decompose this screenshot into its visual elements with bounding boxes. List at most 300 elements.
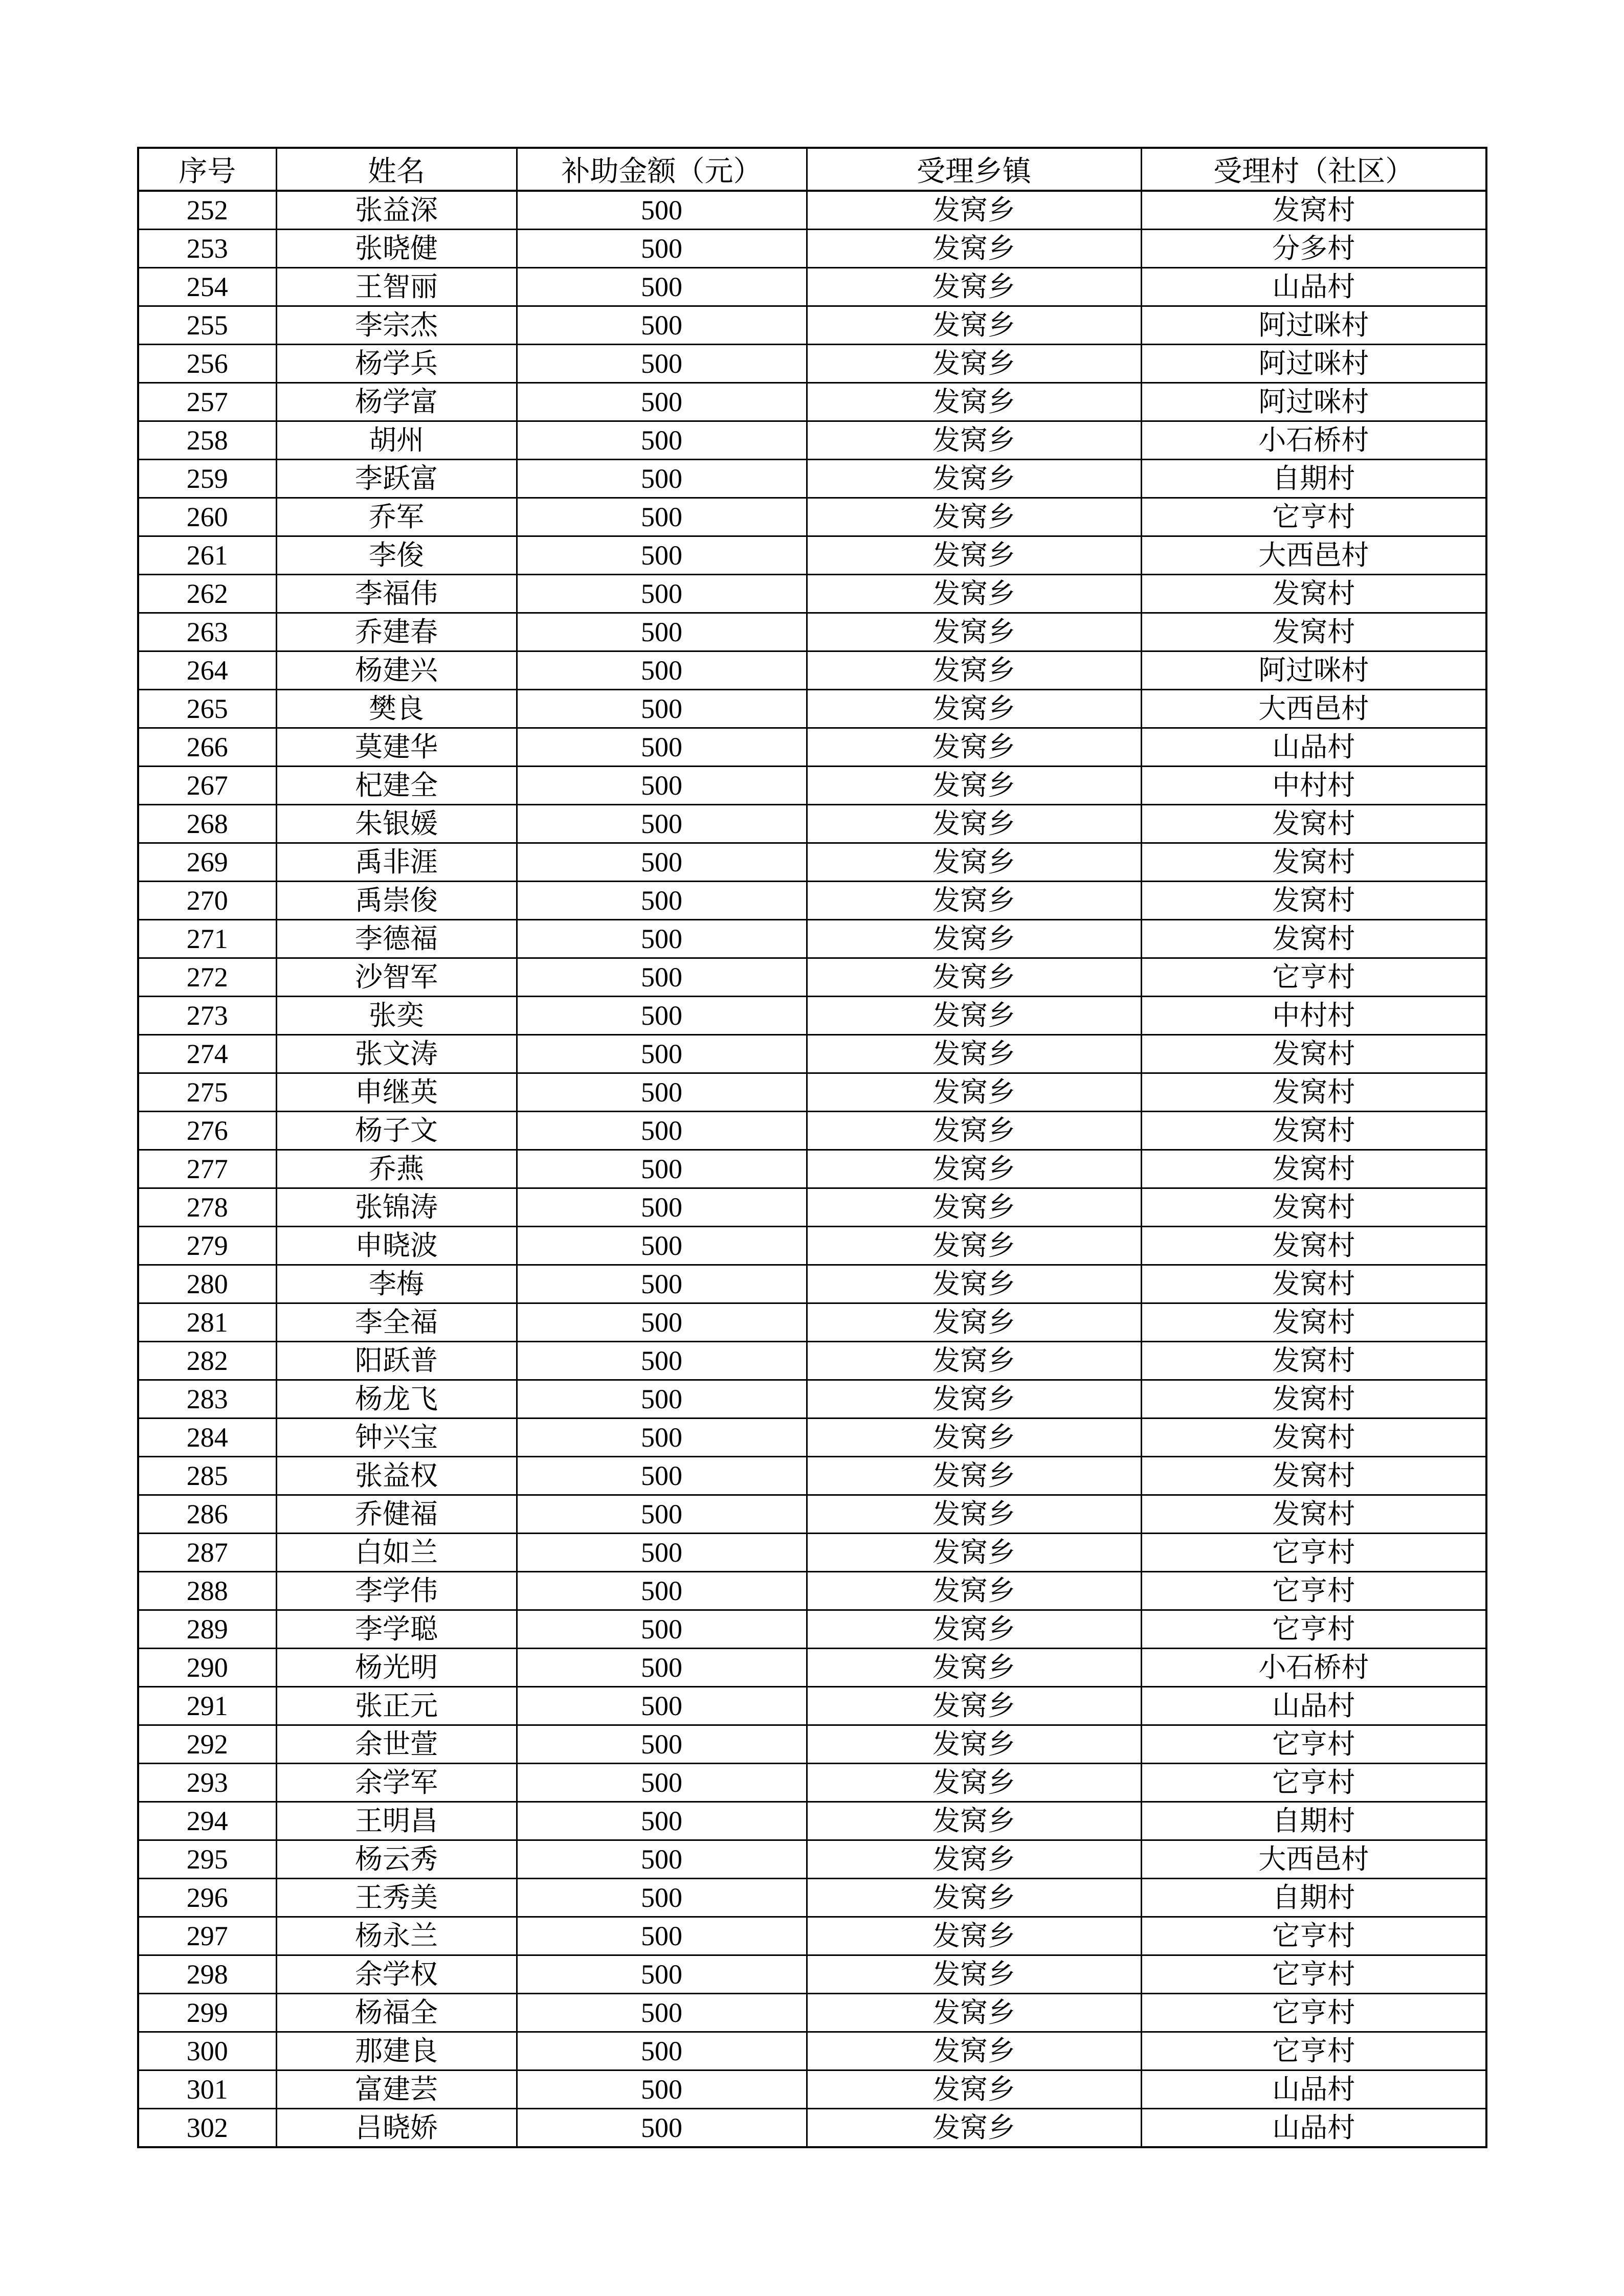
- table-row: [138, 1879, 1486, 1917]
- cell-amount: 500: [517, 345, 807, 383]
- table-row: [138, 1840, 1486, 1879]
- cell-seq: 256: [138, 345, 276, 383]
- table-row: [138, 1035, 1486, 1073]
- cell-town: 发窝乡: [807, 575, 1141, 613]
- cell-town: 发窝乡: [807, 1303, 1141, 1342]
- cell-town: 发窝乡: [807, 1419, 1141, 1457]
- cell-name: 钟兴宝: [276, 1419, 517, 1457]
- cell-village: 阿过咪村: [1141, 651, 1486, 690]
- table-row: [138, 191, 1486, 230]
- table-row: [138, 997, 1486, 1035]
- cell-amount: 500: [517, 1802, 807, 1840]
- cell-village: 发窝村: [1141, 805, 1486, 843]
- cell-town: 发窝乡: [807, 421, 1141, 460]
- table-row: [138, 1112, 1486, 1150]
- cell-name: 乔健福: [276, 1495, 517, 1534]
- cell-seq: 267: [138, 767, 276, 805]
- cell-seq: 264: [138, 651, 276, 690]
- cell-amount: 500: [517, 268, 807, 306]
- cell-town: 发窝乡: [807, 613, 1141, 651]
- cell-name: 李俊: [276, 536, 517, 575]
- table-row: [138, 1457, 1486, 1495]
- cell-amount: 500: [517, 191, 807, 230]
- cell-village: 它亨村: [1141, 498, 1486, 536]
- cell-seq: 268: [138, 805, 276, 843]
- cell-town: 发窝乡: [807, 728, 1141, 767]
- cell-village: 小石桥村: [1141, 421, 1486, 460]
- cell-town: 发窝乡: [807, 1572, 1141, 1610]
- cell-name: 乔军: [276, 498, 517, 536]
- cell-town: 发窝乡: [807, 306, 1141, 345]
- cell-village: 发窝村: [1141, 1342, 1486, 1380]
- cell-amount: 500: [517, 882, 807, 920]
- cell-town: 发窝乡: [807, 1188, 1141, 1227]
- cell-name: 吕晓娇: [276, 2109, 517, 2148]
- cell-seq: 281: [138, 1303, 276, 1342]
- header-village: 受理村（社区）: [1141, 148, 1486, 191]
- cell-village: 山品村: [1141, 268, 1486, 306]
- cell-amount: 500: [517, 1457, 807, 1495]
- cell-seq: 252: [138, 191, 276, 230]
- cell-name: 张奕: [276, 997, 517, 1035]
- table-row: [138, 1687, 1486, 1725]
- cell-village: 山品村: [1141, 2070, 1486, 2109]
- cell-amount: 500: [517, 1150, 807, 1188]
- cell-seq: 287: [138, 1534, 276, 1572]
- cell-town: 发窝乡: [807, 1150, 1141, 1188]
- cell-amount: 500: [517, 2109, 807, 2148]
- cell-name: 李德福: [276, 920, 517, 958]
- cell-name: 禹崇俊: [276, 882, 517, 920]
- cell-seq: 262: [138, 575, 276, 613]
- table-row: [138, 230, 1486, 268]
- cell-seq: 257: [138, 383, 276, 421]
- table-row: [138, 843, 1486, 882]
- cell-town: 发窝乡: [807, 345, 1141, 383]
- cell-seq: 278: [138, 1188, 276, 1227]
- cell-village: 自期村: [1141, 460, 1486, 498]
- cell-amount: 500: [517, 651, 807, 690]
- cell-seq: 254: [138, 268, 276, 306]
- cell-amount: 500: [517, 1035, 807, 1073]
- cell-town: 发窝乡: [807, 2032, 1141, 2070]
- cell-amount: 500: [517, 306, 807, 345]
- table-row: [138, 498, 1486, 536]
- cell-town: 发窝乡: [807, 1955, 1141, 1994]
- cell-town: 发窝乡: [807, 690, 1141, 728]
- table-row: [138, 1227, 1486, 1265]
- cell-name: 杨建兴: [276, 651, 517, 690]
- cell-town: 发窝乡: [807, 2109, 1141, 2148]
- cell-town: 发窝乡: [807, 383, 1141, 421]
- cell-village: 它亨村: [1141, 1572, 1486, 1610]
- cell-town: 发窝乡: [807, 767, 1141, 805]
- cell-seq: 271: [138, 920, 276, 958]
- table-row: [138, 1572, 1486, 1610]
- cell-name: 李学聪: [276, 1610, 517, 1649]
- cell-village: 它亨村: [1141, 1764, 1486, 1802]
- table-row: [138, 2070, 1486, 2109]
- cell-amount: 500: [517, 575, 807, 613]
- cell-town: 发窝乡: [807, 651, 1141, 690]
- cell-amount: 500: [517, 1764, 807, 1802]
- cell-amount: 500: [517, 1917, 807, 1955]
- cell-amount: 500: [517, 1419, 807, 1457]
- cell-seq: 279: [138, 1227, 276, 1265]
- cell-village: 它亨村: [1141, 1725, 1486, 1764]
- cell-seq: 288: [138, 1572, 276, 1610]
- cell-village: 山品村: [1141, 1687, 1486, 1725]
- cell-amount: 500: [517, 1994, 807, 2032]
- cell-name: 乔燕: [276, 1150, 517, 1188]
- cell-seq: 263: [138, 613, 276, 651]
- cell-seq: 289: [138, 1610, 276, 1649]
- cell-village: 发窝村: [1141, 843, 1486, 882]
- table-row: [138, 536, 1486, 575]
- cell-seq: 276: [138, 1112, 276, 1150]
- cell-amount: 500: [517, 1649, 807, 1687]
- cell-seq: 273: [138, 997, 276, 1035]
- cell-seq: 297: [138, 1917, 276, 1955]
- header-row: [138, 148, 1486, 191]
- header-town: 受理乡镇: [807, 148, 1141, 191]
- cell-amount: 500: [517, 2070, 807, 2109]
- cell-seq: 285: [138, 1457, 276, 1495]
- cell-town: 发窝乡: [807, 268, 1141, 306]
- cell-town: 发窝乡: [807, 1649, 1141, 1687]
- cell-name: 杞建全: [276, 767, 517, 805]
- cell-amount: 500: [517, 1840, 807, 1879]
- cell-seq: 302: [138, 2109, 276, 2148]
- cell-town: 发窝乡: [807, 2070, 1141, 2109]
- cell-name: 余学权: [276, 1955, 517, 1994]
- cell-name: 乔建春: [276, 613, 517, 651]
- cell-name: 樊良: [276, 690, 517, 728]
- cell-town: 发窝乡: [807, 1764, 1141, 1802]
- cell-name: 杨永兰: [276, 1917, 517, 1955]
- cell-village: 发窝村: [1141, 1150, 1486, 1188]
- table-row: [138, 575, 1486, 613]
- table-row: [138, 268, 1486, 306]
- cell-amount: 500: [517, 383, 807, 421]
- cell-village: 发窝村: [1141, 1265, 1486, 1303]
- cell-village: 阿过咪村: [1141, 345, 1486, 383]
- cell-village: 发窝村: [1141, 920, 1486, 958]
- cell-seq: 284: [138, 1419, 276, 1457]
- cell-name: 杨学富: [276, 383, 517, 421]
- cell-amount: 500: [517, 1572, 807, 1610]
- table-row: [138, 1380, 1486, 1419]
- table-row: [138, 958, 1486, 997]
- cell-town: 发窝乡: [807, 843, 1141, 882]
- cell-amount: 500: [517, 613, 807, 651]
- table-row: [138, 805, 1486, 843]
- cell-name: 李跃富: [276, 460, 517, 498]
- cell-name: 王智丽: [276, 268, 517, 306]
- cell-village: 发窝村: [1141, 882, 1486, 920]
- cell-town: 发窝乡: [807, 997, 1141, 1035]
- cell-name: 申晓波: [276, 1227, 517, 1265]
- table-row: [138, 1495, 1486, 1534]
- cell-village: 它亨村: [1141, 1917, 1486, 1955]
- cell-name: 李福伟: [276, 575, 517, 613]
- cell-village: 小石桥村: [1141, 1649, 1486, 1687]
- cell-name: 李全福: [276, 1303, 517, 1342]
- cell-amount: 500: [517, 690, 807, 728]
- cell-name: 朱银媛: [276, 805, 517, 843]
- cell-seq: 283: [138, 1380, 276, 1419]
- cell-name: 李宗杰: [276, 306, 517, 345]
- cell-amount: 500: [517, 1342, 807, 1380]
- table-row: [138, 1265, 1486, 1303]
- cell-seq: 266: [138, 728, 276, 767]
- cell-amount: 500: [517, 997, 807, 1035]
- table-row: [138, 1764, 1486, 1802]
- cell-village: 自期村: [1141, 1802, 1486, 1840]
- cell-seq: 259: [138, 460, 276, 498]
- cell-town: 发窝乡: [807, 1112, 1141, 1150]
- cell-amount: 500: [517, 767, 807, 805]
- cell-seq: 269: [138, 843, 276, 882]
- table-row: [138, 728, 1486, 767]
- cell-name: 王秀美: [276, 1879, 517, 1917]
- cell-amount: 500: [517, 536, 807, 575]
- table-row: [138, 920, 1486, 958]
- table-body: [138, 191, 1486, 2147]
- cell-amount: 500: [517, 1227, 807, 1265]
- cell-town: 发窝乡: [807, 1994, 1141, 2032]
- cell-amount: 500: [517, 498, 807, 536]
- cell-seq: 290: [138, 1649, 276, 1687]
- cell-seq: 272: [138, 958, 276, 997]
- cell-name: 张晓健: [276, 230, 517, 268]
- cell-village: 分多村: [1141, 230, 1486, 268]
- cell-town: 发窝乡: [807, 1917, 1141, 1955]
- cell-village: 山品村: [1141, 728, 1486, 767]
- cell-town: 发窝乡: [807, 1879, 1141, 1917]
- cell-town: 发窝乡: [807, 498, 1141, 536]
- cell-seq: 294: [138, 1802, 276, 1840]
- table-row: [138, 1188, 1486, 1227]
- table-row: [138, 1725, 1486, 1764]
- cell-town: 发窝乡: [807, 1035, 1141, 1073]
- cell-village: 中村村: [1141, 767, 1486, 805]
- cell-village: 发窝村: [1141, 1112, 1486, 1150]
- cell-seq: 255: [138, 306, 276, 345]
- cell-name: 李梅: [276, 1265, 517, 1303]
- cell-amount: 500: [517, 1380, 807, 1419]
- cell-town: 发窝乡: [807, 1802, 1141, 1840]
- cell-town: 发窝乡: [807, 1227, 1141, 1265]
- table-row: [138, 651, 1486, 690]
- cell-village: 发窝村: [1141, 1303, 1486, 1342]
- table-row: [138, 767, 1486, 805]
- cell-village: 发窝村: [1141, 1419, 1486, 1457]
- cell-seq: 298: [138, 1955, 276, 1994]
- cell-village: 大西邑村: [1141, 1840, 1486, 1879]
- table-row: [138, 1802, 1486, 1840]
- cell-amount: 500: [517, 1687, 807, 1725]
- cell-town: 发窝乡: [807, 1687, 1141, 1725]
- cell-seq: 253: [138, 230, 276, 268]
- cell-village: 它亨村: [1141, 2032, 1486, 2070]
- table-row: [138, 1073, 1486, 1112]
- cell-name: 杨光明: [276, 1649, 517, 1687]
- table-row: [138, 1917, 1486, 1955]
- table-row: [138, 383, 1486, 421]
- cell-seq: 291: [138, 1687, 276, 1725]
- cell-name: 那建良: [276, 2032, 517, 2070]
- cell-name: 莫建华: [276, 728, 517, 767]
- table-row: [138, 1955, 1486, 1994]
- cell-name: 张锦涛: [276, 1188, 517, 1227]
- cell-town: 发窝乡: [807, 1380, 1141, 1419]
- cell-amount: 500: [517, 1879, 807, 1917]
- cell-amount: 500: [517, 805, 807, 843]
- table-row: [138, 421, 1486, 460]
- cell-amount: 500: [517, 958, 807, 997]
- cell-town: 发窝乡: [807, 1534, 1141, 1572]
- cell-name: 杨龙飞: [276, 1380, 517, 1419]
- cell-name: 杨子文: [276, 1112, 517, 1150]
- cell-name: 富建芸: [276, 2070, 517, 2109]
- cell-seq: 261: [138, 536, 276, 575]
- cell-name: 申继英: [276, 1073, 517, 1112]
- cell-town: 发窝乡: [807, 1265, 1141, 1303]
- cell-name: 张文涛: [276, 1035, 517, 1073]
- cell-seq: 260: [138, 498, 276, 536]
- header-seq: 序号: [138, 148, 276, 191]
- cell-seq: 275: [138, 1073, 276, 1112]
- cell-town: 发窝乡: [807, 1457, 1141, 1495]
- table-row: [138, 345, 1486, 383]
- cell-amount: 500: [517, 230, 807, 268]
- cell-amount: 500: [517, 421, 807, 460]
- cell-village: 发窝村: [1141, 1227, 1486, 1265]
- cell-name: 余学军: [276, 1764, 517, 1802]
- cell-village: 发窝村: [1141, 1495, 1486, 1534]
- header-name: 姓名: [276, 148, 517, 191]
- cell-seq: 258: [138, 421, 276, 460]
- cell-seq: 286: [138, 1495, 276, 1534]
- table-row: [138, 690, 1486, 728]
- table-row: [138, 1649, 1486, 1687]
- cell-seq: 292: [138, 1725, 276, 1764]
- cell-name: 杨云秀: [276, 1840, 517, 1879]
- cell-name: 杨学兵: [276, 345, 517, 383]
- cell-village: 它亨村: [1141, 1994, 1486, 2032]
- cell-seq: 280: [138, 1265, 276, 1303]
- cell-town: 发窝乡: [807, 230, 1141, 268]
- cell-seq: 293: [138, 1764, 276, 1802]
- cell-town: 发窝乡: [807, 1073, 1141, 1112]
- table-row: [138, 1419, 1486, 1457]
- cell-village: 它亨村: [1141, 1610, 1486, 1649]
- cell-town: 发窝乡: [807, 191, 1141, 230]
- cell-seq: 300: [138, 2032, 276, 2070]
- cell-seq: 296: [138, 1879, 276, 1917]
- cell-village: 大西邑村: [1141, 536, 1486, 575]
- subsidy-roster-table: [137, 147, 1487, 2148]
- cell-town: 发窝乡: [807, 1495, 1141, 1534]
- cell-village: 山品村: [1141, 2109, 1486, 2148]
- cell-village: 发窝村: [1141, 1035, 1486, 1073]
- cell-name: 张正元: [276, 1687, 517, 1725]
- table-header: [138, 148, 1486, 191]
- cell-amount: 500: [517, 1495, 807, 1534]
- table-row: [138, 2109, 1486, 2148]
- cell-town: 发窝乡: [807, 958, 1141, 997]
- cell-name: 张益深: [276, 191, 517, 230]
- cell-name: 沙智军: [276, 958, 517, 997]
- cell-amount: 500: [517, 920, 807, 958]
- cell-village: 发窝村: [1141, 1457, 1486, 1495]
- table-row: [138, 1610, 1486, 1649]
- cell-village: 阿过咪村: [1141, 306, 1486, 345]
- cell-name: 张益权: [276, 1457, 517, 1495]
- cell-village: 阿过咪村: [1141, 383, 1486, 421]
- cell-name: 李学伟: [276, 1572, 517, 1610]
- cell-seq: 270: [138, 882, 276, 920]
- cell-village: 大西邑村: [1141, 690, 1486, 728]
- cell-name: 胡州: [276, 421, 517, 460]
- cell-amount: 500: [517, 1303, 807, 1342]
- table-row: [138, 306, 1486, 345]
- cell-village: 它亨村: [1141, 1534, 1486, 1572]
- cell-town: 发窝乡: [807, 536, 1141, 575]
- cell-seq: 295: [138, 1840, 276, 1879]
- cell-name: 白如兰: [276, 1534, 517, 1572]
- cell-village: 发窝村: [1141, 1073, 1486, 1112]
- cell-seq: 277: [138, 1150, 276, 1188]
- cell-town: 发窝乡: [807, 920, 1141, 958]
- cell-village: 发窝村: [1141, 1188, 1486, 1227]
- cell-village: 发窝村: [1141, 1380, 1486, 1419]
- cell-name: 王明昌: [276, 1802, 517, 1840]
- cell-seq: 274: [138, 1035, 276, 1073]
- cell-village: 发窝村: [1141, 191, 1486, 230]
- cell-amount: 500: [517, 843, 807, 882]
- document-page: [137, 147, 1485, 2148]
- cell-town: 发窝乡: [807, 882, 1141, 920]
- cell-amount: 500: [517, 1610, 807, 1649]
- cell-town: 发窝乡: [807, 805, 1141, 843]
- cell-village: 它亨村: [1141, 958, 1486, 997]
- table-row: [138, 1150, 1486, 1188]
- cell-amount: 500: [517, 1073, 807, 1112]
- cell-name: 禹非涯: [276, 843, 517, 882]
- table-row: [138, 613, 1486, 651]
- cell-name: 杨福全: [276, 1994, 517, 2032]
- cell-village: 自期村: [1141, 1879, 1486, 1917]
- cell-village: 发窝村: [1141, 613, 1486, 651]
- cell-village: 它亨村: [1141, 1955, 1486, 1994]
- cell-village: 中村村: [1141, 997, 1486, 1035]
- cell-amount: 500: [517, 1265, 807, 1303]
- table-row: [138, 460, 1486, 498]
- header-amount: 补助金额（元）: [517, 148, 807, 191]
- cell-town: 发窝乡: [807, 460, 1141, 498]
- cell-village: 发窝村: [1141, 575, 1486, 613]
- cell-name: 阳跃普: [276, 1342, 517, 1380]
- cell-amount: 500: [517, 460, 807, 498]
- cell-amount: 500: [517, 728, 807, 767]
- cell-seq: 265: [138, 690, 276, 728]
- cell-amount: 500: [517, 1188, 807, 1227]
- table-row: [138, 1342, 1486, 1380]
- cell-amount: 500: [517, 2032, 807, 2070]
- table-row: [138, 1534, 1486, 1572]
